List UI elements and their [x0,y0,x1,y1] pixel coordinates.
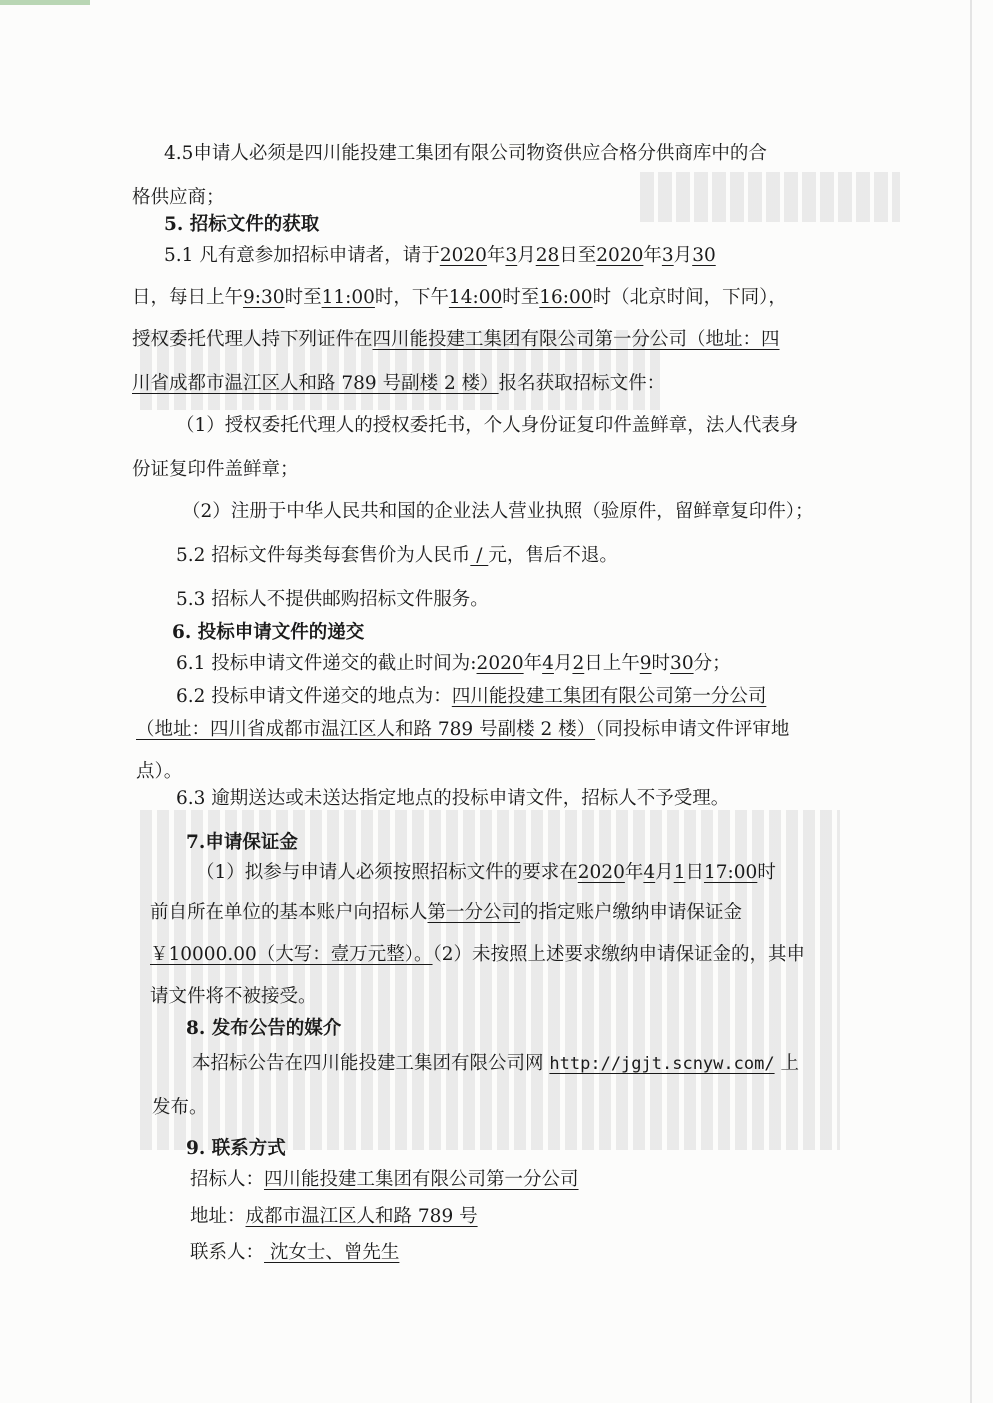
contact-tenderer: 招标人：四川能投建工集团有限公司第一分公司 [190,1169,579,1190]
para-5-2: 5.2 招标文件每类每套售价为人民币 / 元，售后不退。 [176,545,618,566]
para-5-1-line-3: 授权委托代理人持下列证件在四川能投建工集团有限公司第一分公司（地址：四 [132,329,780,350]
para-6-2-line-1: 6.2 投标申请文件递交的地点为：四川能投建工集团有限公司第一分公司 [176,686,767,707]
para-7-line-3: ￥10000.00（大写：壹万元整）。（2）未按照上述要求缴纳申请保证金的，其申 [150,944,806,965]
para-8-line-1: 本招标公告在四川能投建工集团有限公司网 http://jgjt.scnyw.com/ 上 [192,1053,799,1074]
para-8-line-2: 发布。 [152,1097,208,1118]
website-link[interactable]: http://jgjt.scnyw.com/ [549,1054,775,1074]
contact-address: 地址：成都市温江区人和路 789 号 [190,1206,478,1227]
para-5-1-line-4: 川省成都市温江区人和路 789 号副楼 2 楼）报名获取招标文件： [132,373,666,394]
para-4-5-line-2: 格供应商； [132,187,225,208]
para-7-line-1: （1）拟参与申请人必须按照招标文件的要求在2020年4月1日17:00时 [196,862,776,883]
section-7-heading: 7.申请保证金 [186,832,298,853]
para-5-1-item-1-line-2: 份证复印件盖鲜章； [132,459,299,480]
section-8-heading: 8. 发布公告的媒介 [186,1018,342,1039]
scan-edge-mark [0,0,90,5]
para-5-3: 5.3 招标人不提供邮购招标文件服务。 [176,589,489,610]
para-4-5-line-1: 4.5申请人必须是四川能投建工集团有限公司物资供应合格分供商库中的合 [164,143,767,164]
contact-person: 联系人： 沈女士、曾先生 [190,1242,400,1263]
para-6-2-line-3: 点）。 [136,761,183,782]
para-5-1-line-2: 日，每日上午9:30时至11:00时，下午14:00时至16:00时（北京时间，下同）， [132,287,787,308]
section-6-heading: 6. 投标申请文件的递交 [172,622,365,643]
section-5-heading: 5. 招标文件的获取 [164,214,320,235]
para-6-3: 6.3 逾期送达或未送达指定地点的投标申请文件，招标人不予受理。 [176,788,730,809]
para-5-1-item-2: （2）注册于中华人民共和国的企业法人营业执照（验原件，留鲜章复印件）； [182,501,814,522]
para-5-1-item-1-line-1: （1）授权委托代理人的授权委托书，个人身份证复印件盖鲜章，法人代表身 [176,415,799,436]
para-7-line-2: 前自所在单位的基本账户向招标人第一分公司的指定账户缴纳申请保证金 [150,902,743,923]
section-9-heading: 9. 联系方式 [186,1138,286,1159]
para-6-2-line-2: （地址：四川省成都市温江区人和路 789 号副楼 2 楼）（同投标申请文件评审地 [136,719,790,740]
para-6-1: 6.1 投标申请文件递交的截止时间为:2020年4月2日上午9时30分； [176,653,731,674]
para-5-1-line-1: 5.1 凡有意参加招标申请者，请于2020年3月28日至2020年3月30 [164,245,716,266]
para-7-line-4: 请文件将不被接受。 [150,986,317,1007]
